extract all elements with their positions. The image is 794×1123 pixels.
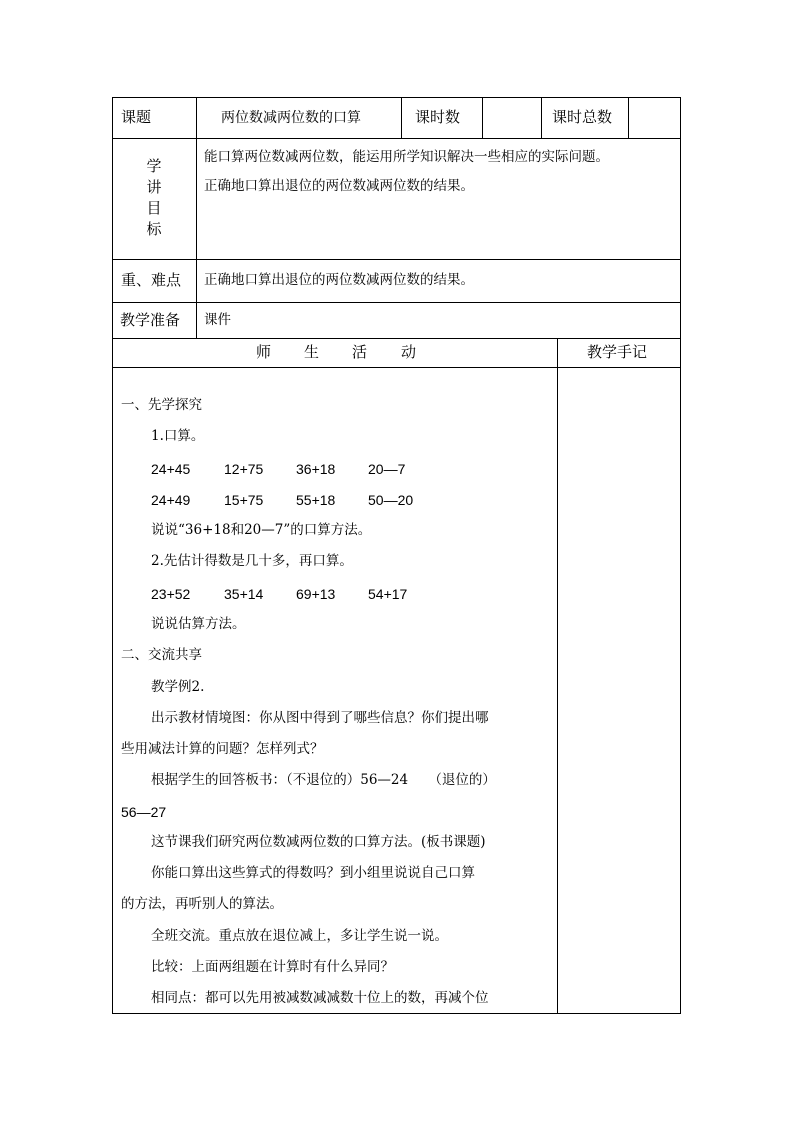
- arithmetic-expression: 23+52: [151, 586, 191, 602]
- exercise-item: 1.口算。: [151, 428, 205, 444]
- arithmetic-expression: 54+17: [368, 586, 408, 602]
- activities-header-char: 师: [256, 343, 272, 361]
- content-line: 你能口算出这些算式的得数吗？到小组里说说自己口算: [151, 865, 475, 881]
- content-line: 出示教材情境图：你从图中得到了哪些信息？你们提出哪: [151, 710, 489, 726]
- table-rule-after-keypoints: [112, 302, 681, 303]
- teaching-notes-label: 教学手记: [587, 343, 648, 361]
- arithmetic-expression: 24+49: [151, 492, 191, 508]
- table-rule-after-topic: [112, 138, 681, 139]
- discussion-prompt: 说说“36+18和20—7”的口算方法。: [151, 522, 372, 538]
- content-line: 相同点：都可以先用被减数减减数十位上的数，再减个位: [151, 990, 489, 1006]
- goal-line: 能口算两位数减两位数，能运用所学知识解决一些相应的实际问题。: [204, 149, 609, 165]
- table-rule-notes-column: [557, 338, 558, 1014]
- table-border-top: [112, 97, 681, 98]
- activities-header-char: 活: [352, 343, 368, 361]
- content-line: 比较：上面两组题在计算时有什么异同？: [151, 959, 394, 975]
- section-heading: 二、交流共享: [121, 647, 202, 663]
- table-rule-topic-value-end: [401, 97, 402, 139]
- table-rule-total-label-end: [628, 97, 629, 139]
- activities-header-char: 动: [401, 343, 417, 361]
- arithmetic-expression: 15+75: [224, 492, 264, 508]
- table-rule-periods-value-end: [541, 97, 542, 139]
- goals-label-char: 目: [146, 199, 162, 217]
- key-points-text: 正确地口算出退位的两位数减两位数的结果。: [204, 272, 474, 288]
- table-rule-after-goals: [112, 259, 681, 260]
- goals-label-char: 学: [146, 157, 162, 175]
- arithmetic-expression: 24+45: [151, 461, 191, 477]
- table-rule-after-prep: [112, 338, 681, 339]
- arithmetic-expression: 50—20: [368, 492, 414, 508]
- arithmetic-expression: 20—7: [368, 461, 406, 477]
- goals-label: [112, 156, 196, 240]
- arithmetic-expression: 55+18: [296, 492, 336, 508]
- content-line: 些用减法计算的问题？怎样列式？: [121, 741, 324, 757]
- content-line: 教学例2.: [151, 679, 205, 695]
- goals-label-char: 讲: [146, 178, 162, 196]
- table-rule-periods-label-end: [482, 97, 483, 139]
- content-line: 根据学生的回答板书：（不退位的）56—24 （退位的）: [151, 772, 496, 788]
- periods-label: 课时数: [415, 108, 461, 126]
- content-line: 全班交流。重点放在退位减上，多让学生说一说。: [151, 928, 448, 944]
- table-border-right: [680, 97, 681, 1014]
- goal-line: 正确地口算出退位的两位数减两位数的结果。: [204, 178, 474, 194]
- arithmetic-expression: 36+18: [296, 461, 336, 477]
- total-periods-label: 课时总数: [552, 108, 613, 126]
- content-line: 的方法，再听别人的算法。: [121, 896, 283, 912]
- prep-text: 课件: [204, 312, 231, 328]
- prep-label: 教学准备: [120, 311, 181, 329]
- exercise-item: 2.先估计得数是几十多，再口算。: [151, 553, 353, 569]
- table-rule-after-activities-header: [112, 367, 681, 368]
- key-points-label: 重、难点: [121, 271, 182, 289]
- content-line: 这节课我们研究两位数减两位数的口算方法。(板书课题): [151, 834, 486, 850]
- discussion-prompt: 说说估算方法。: [151, 616, 246, 632]
- table-border-bottom: [112, 1013, 681, 1014]
- topic-label: 课题: [121, 108, 152, 126]
- arithmetic-expression: 12+75: [224, 461, 264, 477]
- activities-header-char: 生: [304, 343, 320, 361]
- arithmetic-expression: 69+13: [296, 586, 336, 602]
- content-line: 56—27: [121, 804, 167, 820]
- goals-label-char: 标: [146, 220, 162, 238]
- arithmetic-expression: 35+14: [224, 586, 264, 602]
- section-heading: 一、先学探究: [121, 397, 202, 413]
- topic-value: 两位数减两位数的口算: [221, 110, 361, 126]
- table-rule-label-column: [196, 97, 197, 339]
